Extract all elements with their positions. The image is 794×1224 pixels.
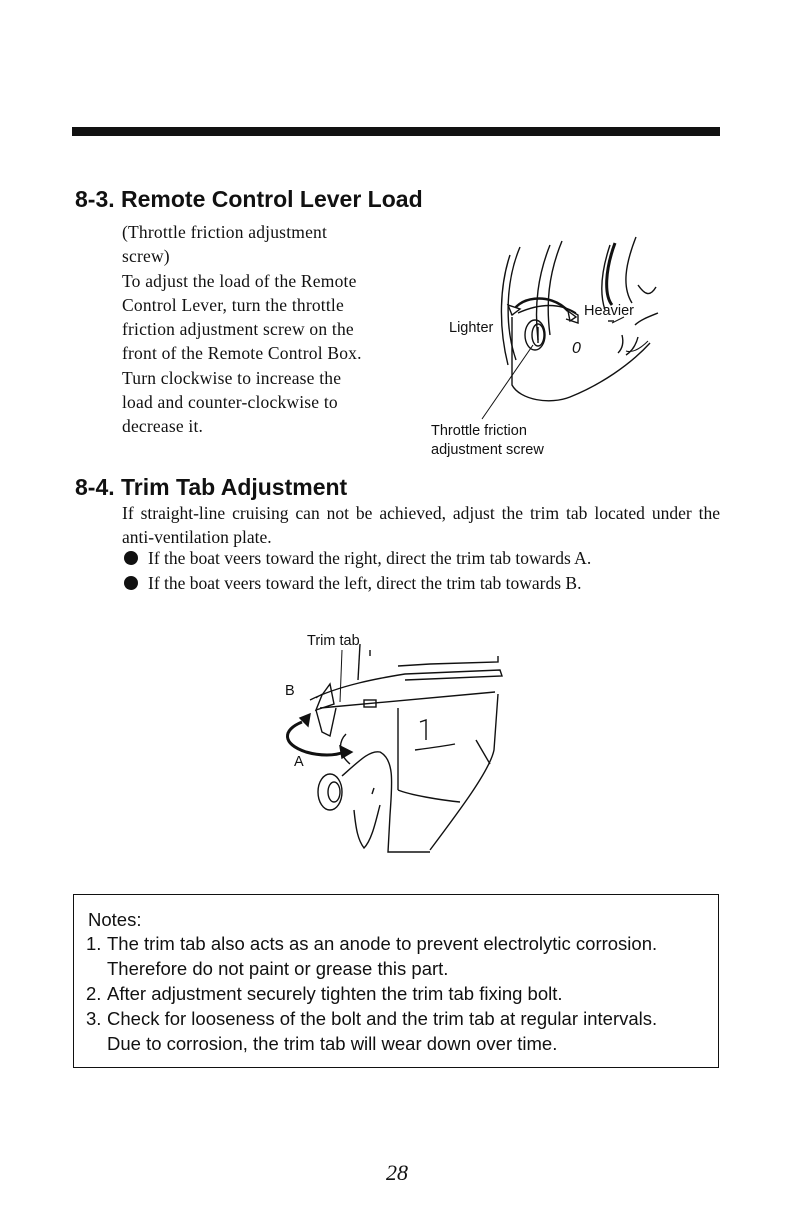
remote-control-box-illustration (400, 225, 700, 415)
trim-tab-illustration (280, 640, 520, 865)
section-heading-trim-tab: 8-4. Trim Tab Adjustment (75, 474, 348, 500)
label-direction-a: A (294, 754, 304, 770)
body-line: decrease it. (122, 416, 204, 437)
label-screw-line1: Throttle friction (431, 423, 527, 439)
note-text: Check for looseness of the bolt and the trim tab at regular intervals. (107, 1008, 658, 1029)
notes-title: Notes: (88, 909, 142, 930)
notes-box (73, 894, 719, 1068)
label-lighter: Lighter (449, 320, 494, 336)
note-item (86, 981, 716, 1006)
note-text-continued: Due to corrosion, the trim tab will wear down over time. (107, 1033, 558, 1054)
body-line: Control Lever, turn the throttle (122, 294, 344, 315)
note-item (86, 931, 716, 981)
note-text: The trim tab also acts as an anode to prevent electrolytic corrosion. (107, 933, 658, 954)
body-line: Turn clockwise to increase the (122, 367, 342, 388)
note-number: 3. (86, 1008, 102, 1029)
svg-text:0: 0 (572, 340, 581, 357)
label-direction-b: B (285, 683, 295, 699)
note-text-continued: Therefore do not paint or grease this part. (107, 958, 449, 979)
label-screw-line2: adjustment screw (431, 442, 544, 458)
bullet-icon (124, 551, 138, 565)
body-line: screw) (122, 246, 170, 267)
label-throttle-friction-screw (431, 422, 544, 460)
bullet-icon (124, 576, 138, 590)
label-trim-tab: Trim tab (307, 633, 360, 649)
bullet-text: If the boat veers toward the left, direct the trim tab towards B. (148, 573, 582, 593)
body-line: load and counter-clockwise to (122, 392, 338, 413)
body-line: To adjust the load of the Remote (122, 270, 357, 291)
page-number: 28 (386, 1160, 408, 1185)
section-body-remote-control (122, 220, 394, 439)
note-number: 1. (86, 933, 102, 954)
label-heavier: Heavier (584, 303, 634, 319)
bullet-text: If the boat veers toward the right, direct the trim tab towards A. (148, 548, 592, 568)
note-number: 2. (86, 983, 102, 1004)
section-body-trim-tab: If straight-line cruising can not be achieved, adjust the trim tab located under the anti-ventilation plate. (122, 503, 720, 547)
note-text: After adjustment securely tighten the trim tab fixing bolt. (107, 983, 563, 1004)
top-rule (72, 127, 720, 136)
body-line: (Throttle friction adjustment (122, 222, 328, 242)
note-item (86, 1006, 716, 1056)
section-heading-remote-control: 8-3. Remote Control Lever Load (75, 186, 423, 212)
body-line: friction adjustment screw on the (122, 319, 354, 340)
bullet-item (124, 547, 591, 570)
bullet-item (124, 572, 581, 595)
body-line: front of the Remote Control Box. (122, 343, 362, 364)
